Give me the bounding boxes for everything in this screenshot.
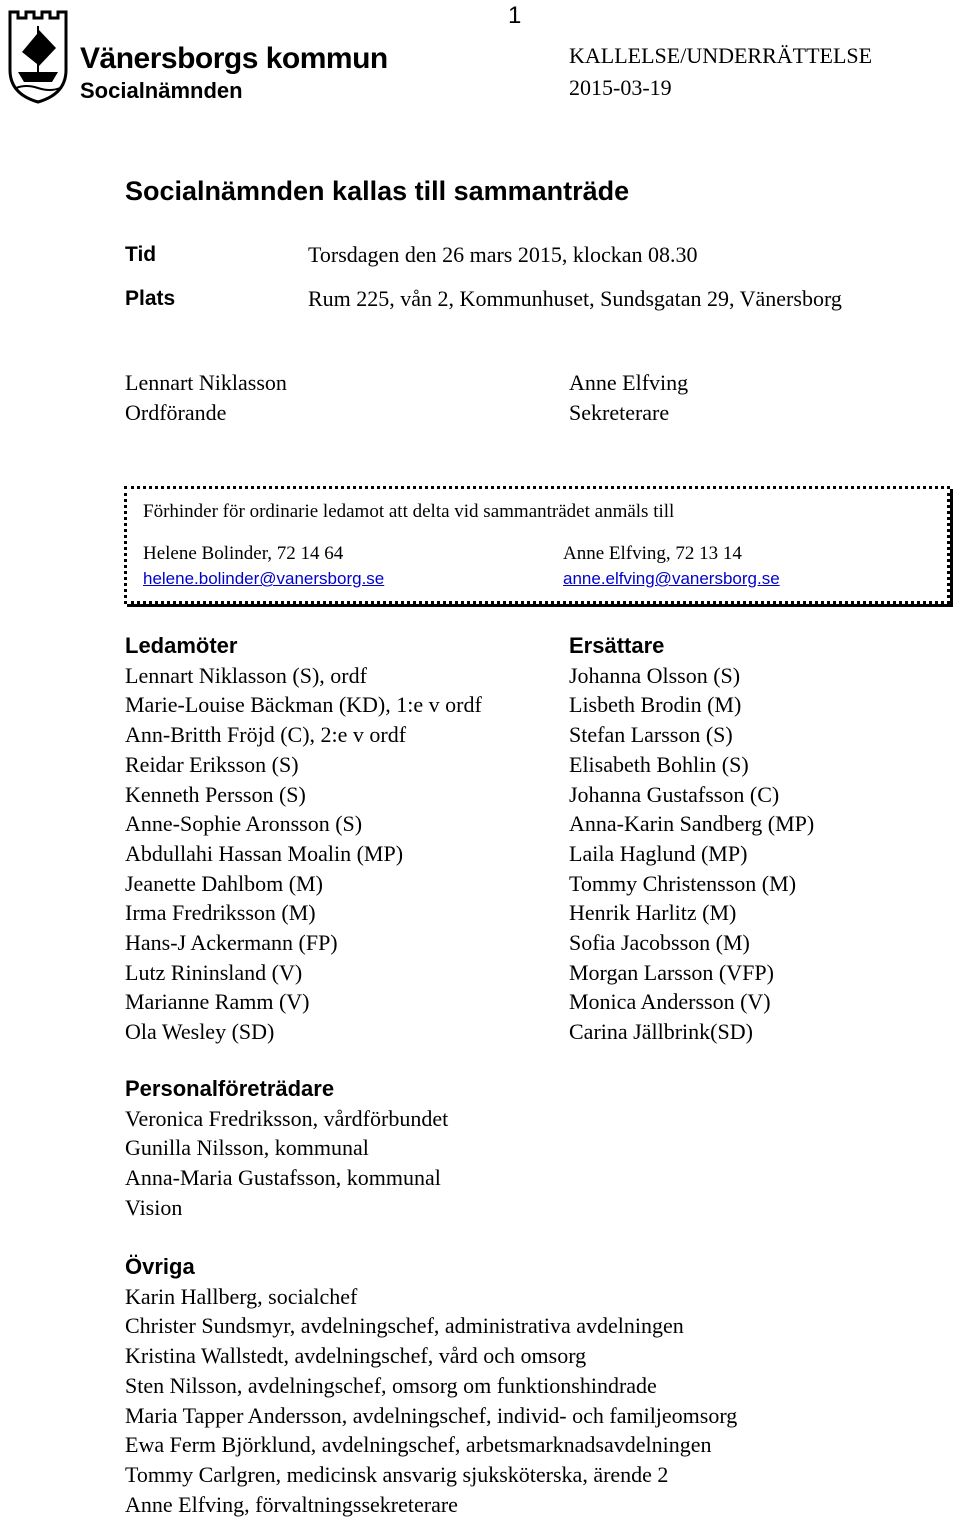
contact-2-name-phone: Anne Elfving, 72 13 14 [563,543,742,564]
list-item: Anne Elfving, förvaltningssekreterare [125,1491,458,1517]
contact-1-name-phone: Helene Bolinder, 72 14 64 [143,543,344,564]
list-item: Karin Hallberg, socialchef [125,1283,358,1309]
list-item: Elisabeth Bohlin (S) [569,751,749,777]
list-item: Anna-Karin Sandberg (MP) [569,811,815,837]
list-item: Morgan Larsson (VFP) [569,959,774,985]
contact-2-email-link[interactable]: anne.elfving@vanersborg.se [563,569,780,588]
list-item: Laila Haglund (MP) [569,840,748,866]
secretary-name: Anne Elfving [569,370,689,395]
list-item: Lutz Rininsland (V) [125,959,303,985]
list-item: Maria Tapper Andersson, avdelningschef, individ- och familjeomsorg [125,1402,738,1428]
time-label: Tid [125,243,157,266]
list-item: Tommy Carlgren, medicinsk ansvarig sjuksköterska, ärende 2 [125,1461,669,1487]
list-item: Kristina Wallstedt, avdelningschef, vård och omsorg [125,1343,587,1369]
list-item: Jeanette Dahlbom (M) [125,870,323,896]
list-item: Vision [125,1194,183,1220]
list-item: Marie-Louise Bäckman (KD), 1:e v ordf [125,692,482,718]
list-item: Johanna Gustafsson (C) [569,781,780,807]
notice-intro: Förhinder för ordinarie ledamot att delta vid sammanträdet anmäls till [143,501,675,522]
chair-name: Lennart Niklasson [125,370,287,395]
list-item: Marianne Ramm (V) [125,989,310,1015]
others-heading: Övriga [125,1254,195,1279]
others-section [125,1252,737,1519]
ship-crest-icon [6,8,70,104]
time-value: Torsdagen den 26 mars 2015, klockan 08.30 [308,242,698,267]
list-item: Tommy Christensson (M) [569,870,797,896]
substitutes-heading: Ersättare [569,633,665,658]
list-item: Sten Nilsson, avdelningschef, omsorg om funktionshindrade [125,1372,657,1398]
org-subname: Socialnämnden [80,78,243,103]
chair-role: Ordförande [125,400,227,425]
list-item: Lisbeth Brodin (M) [569,692,742,718]
list-item: Johanna Olsson (S) [569,662,741,688]
list-item: Ola Wesley (SD) [125,1019,275,1045]
list-item: Gunilla Nilsson, kommunal [125,1135,369,1161]
staff-reps-section [125,1074,448,1223]
list-item: Anna-Maria Gustafsson, kommunal [125,1165,441,1191]
list-item: Ewa Ferm Björklund, avdelningschef, arbetsmarknadsavdelningen [125,1432,712,1458]
list-item: Carina Jällbrink(SD) [569,1019,753,1045]
list-item: Anne-Sophie Aronsson (S) [125,811,363,837]
list-item: Henrik Harlitz (M) [569,900,737,926]
list-item: Sofia Jacobsson (M) [569,930,750,956]
org-name: Vänersborgs kommun [80,42,388,75]
list-item: Irma Fredriksson (M) [125,900,316,926]
contact-1-email-link[interactable]: helene.bolinder@vanersborg.se [143,569,385,588]
list-item: Monica Andersson (V) [569,989,771,1015]
list-item: Lennart Niklasson (S), ordf [125,662,367,688]
staff-reps-heading: Personalföreträdare [125,1076,335,1101]
page-title: Socialnämnden kallas till sammanträde [125,176,630,206]
document-type: KALLELSE/UNDERRÄTTELSE [569,43,873,68]
substitutes-section [569,631,814,1047]
list-item: Ann-Britth Fröjd (C), 2:e v ordf [125,722,407,748]
place-label: Plats [125,287,176,310]
place-value: Rum 225, vån 2, Kommunhuset, Sundsgatan 29, Vänersborg [308,286,842,311]
members-heading: Ledamöter [125,633,238,658]
page-number: 1 [508,2,522,29]
list-item: Kenneth Persson (S) [125,781,306,807]
members-section [125,631,482,1047]
list-item: Veronica Fredriksson, vårdförbundet [125,1105,449,1131]
list-item: Hans-J Ackermann (FP) [125,930,338,956]
list-item: Christer Sundsmyr, avdelningschef, administrativa avdelningen [125,1313,684,1339]
list-item: Abdullahi Hassan Moalin (MP) [125,840,404,866]
secretary-role: Sekreterare [569,400,670,425]
document-date: 2015-03-19 [569,75,672,100]
list-item: Stefan Larsson (S) [569,722,733,748]
list-item: Reidar Eriksson (S) [125,751,299,777]
